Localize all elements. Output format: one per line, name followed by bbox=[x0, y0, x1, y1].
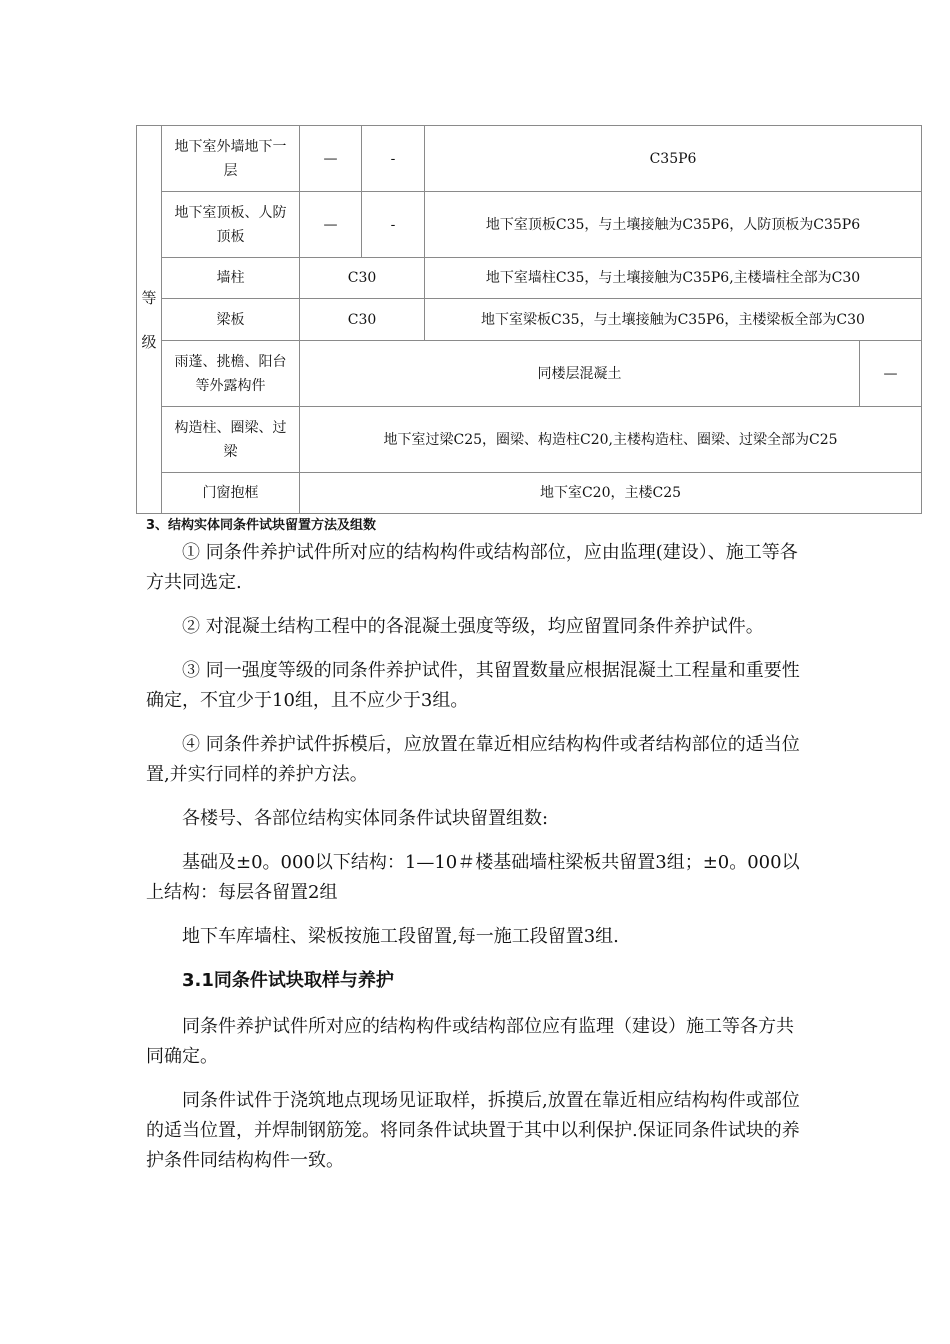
concrete-grade-table bbox=[136, 125, 922, 514]
paragraph: 同条件养护试件所对应的结构构件或结构部位应有监理（建设）施工等各方共同确定。 bbox=[146, 1016, 794, 1067]
value-cell: C30 bbox=[300, 258, 425, 299]
value-cell: — bbox=[300, 126, 362, 192]
value-cell: - bbox=[362, 126, 425, 192]
value-cell: 地下室梁板C35，与土壤接触为C35P6，主楼梁板全部为C30 bbox=[425, 299, 922, 341]
paragraph: ③ 同一强度等级的同条件养护试件，其留置数量应根据混凝土工程量和重要性确定，不宜少于10组，且不应少于3组。 bbox=[146, 660, 800, 711]
part-cell: 墙柱 bbox=[162, 258, 300, 299]
table-row bbox=[137, 299, 922, 341]
part-cell: 地下室外墙地下一层 bbox=[162, 126, 300, 192]
value-cell: 地下室过梁C25，圈梁、构造柱C20,主楼构造柱、圈梁、过梁全部为C25 bbox=[300, 407, 922, 473]
value-cell: 地下室C20，主楼C25 bbox=[300, 473, 922, 514]
section-heading: 3、结构实体同条件试块留置方法及组数 bbox=[146, 518, 377, 533]
sub-heading: 3.1同条件试块取样与养护 bbox=[182, 970, 394, 991]
part-cell: 门窗抱框 bbox=[162, 473, 300, 514]
value-cell: 地下室墙柱C35，与土壤接触为C35P6,主楼墙柱全部为C30 bbox=[425, 258, 922, 299]
table-row bbox=[137, 473, 922, 514]
part-cell: 梁板 bbox=[162, 299, 300, 341]
value-cell: - bbox=[362, 192, 425, 258]
grade-side-label: 等 级 bbox=[137, 126, 162, 514]
table-row bbox=[137, 192, 922, 258]
table-row bbox=[137, 258, 922, 299]
value-cell: C35P6 bbox=[425, 126, 922, 192]
part-cell: 构造柱、圈梁、过梁 bbox=[162, 407, 300, 473]
body-text bbox=[146, 538, 810, 1190]
paragraph: 地下车库墙柱、梁板按施工段留置,每一施工段留置3组. bbox=[182, 926, 619, 947]
paragraph: 各楼号、各部位结构实体同条件试块留置组数: bbox=[182, 808, 549, 829]
paragraph: 基础及±0。000以下结构：1—10＃楼基础墙柱梁板共留置3组；±0。000以上结构：每层各留置2组 bbox=[146, 852, 800, 903]
paragraph: ② 对混凝土结构工程中的各混凝土强度等级，均应留置同条件养护试件。 bbox=[182, 616, 764, 637]
part-cell: 地下室顶板、人防顶板 bbox=[162, 192, 300, 258]
paragraph: 同条件试件于浇筑地点现场见证取样，拆摸后,放置在靠近相应结构构件或部位的适当位置，并焊制钢筋笼。将同条件试块置于其中以利保护.保证同条件试块的养护条件同结构构件一致。 bbox=[146, 1090, 800, 1171]
paragraph: ④ 同条件养护试件拆模后，应放置在靠近相应结构构件或者结构部位的适当位置,并实行同样的养护方法。 bbox=[146, 734, 800, 785]
paragraph: ① 同条件养护试件所对应的结构构件或结构部位，应由监理(建设）、施工等各方共同选定. bbox=[146, 542, 798, 593]
part-cell: 雨蓬、挑檐、阳台等外露构件 bbox=[162, 341, 300, 407]
value-cell: C30 bbox=[300, 299, 425, 341]
value-cell: — bbox=[300, 192, 362, 258]
value-cell: — bbox=[860, 341, 922, 407]
value-cell: 同楼层混凝土 bbox=[300, 341, 860, 407]
value-cell: 地下室顶板C35，与土壤接触为C35P6，人防顶板为C35P6 bbox=[425, 192, 922, 258]
table-row bbox=[137, 126, 922, 192]
table-row bbox=[137, 341, 922, 407]
table-row bbox=[137, 407, 922, 473]
